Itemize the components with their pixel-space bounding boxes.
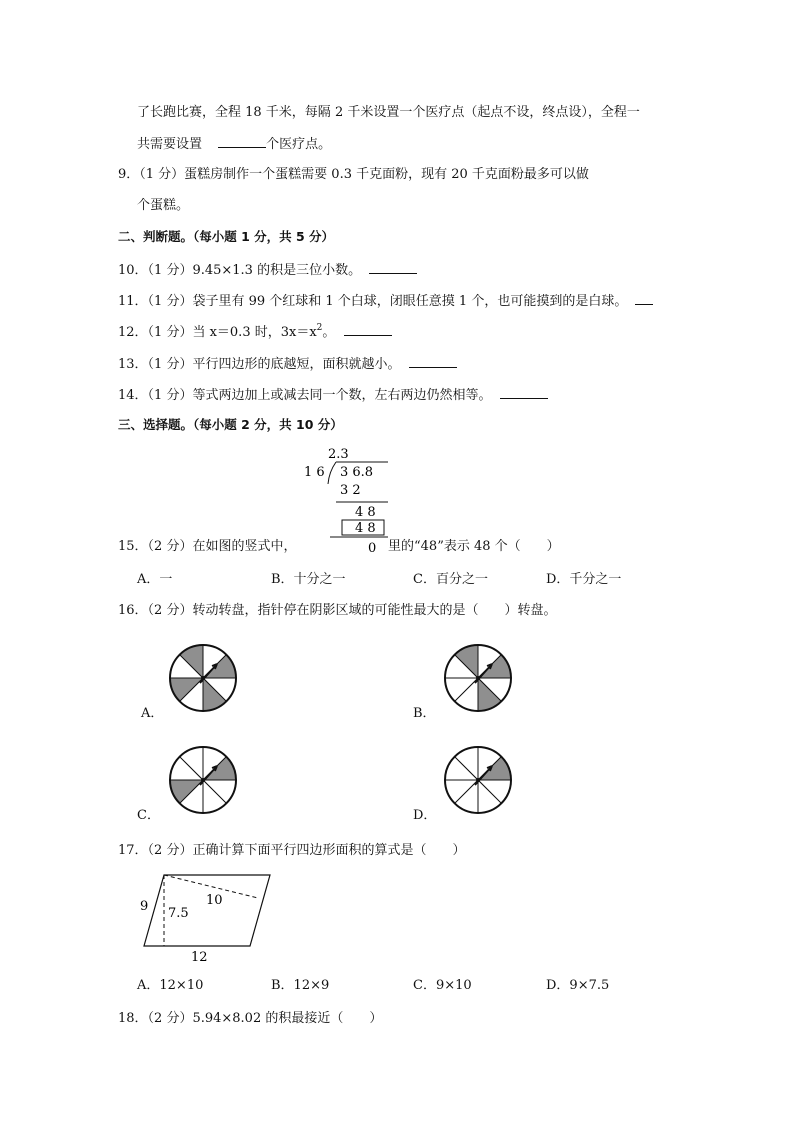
q12-text: 12．（1 分）当 x＝0.3 时，3x＝x xyxy=(118,325,317,340)
q12-text-end: 。 xyxy=(322,325,336,340)
section-2-title: 二、判断题。（每小题 1 分，共 5 分） xyxy=(118,229,335,244)
parallelogram-diag-label: 10 xyxy=(206,893,223,908)
division-dividend: 3 6.8 xyxy=(340,465,374,480)
q12-exponent: 2 xyxy=(316,323,323,333)
division-step3: 4 8 xyxy=(355,521,376,536)
spinner-b-label: B． xyxy=(413,706,436,721)
q15-option-d[interactable]: D．千分之一 xyxy=(546,572,622,587)
q17-option-a[interactable]: A．12×10 xyxy=(137,978,204,993)
q15-text-pre: 15．（2 分）在如图的竖式中， xyxy=(118,539,297,554)
spinner-hub xyxy=(201,778,205,782)
q10 xyxy=(118,260,417,280)
division-divisor: 1 6 xyxy=(304,465,325,480)
q12-answer-blank[interactable] xyxy=(344,322,392,336)
spinner-d-label: D． xyxy=(413,808,437,823)
spinner-a-label: A． xyxy=(141,706,164,721)
q10-answer-blank[interactable] xyxy=(369,260,417,274)
spinner-hub xyxy=(476,778,480,782)
q11-text: 11．（1 分）袋子里有 99 个红球和 1 个白球，闭眼任意摸 1 个，也可能摸到的是白球。 xyxy=(118,294,628,309)
division-quotient: 2.3 xyxy=(328,447,349,462)
q17-option-b[interactable]: B．12×9 xyxy=(271,978,330,993)
q8-line2-post: 个医疗点。 xyxy=(266,137,332,152)
q8-answer-blank[interactable] xyxy=(218,134,266,148)
q8-line2 xyxy=(137,134,331,154)
q9-line2: 个蛋糕。 xyxy=(137,198,190,213)
spinner-b[interactable] xyxy=(438,638,518,718)
q16-text: 16．（2 分）转动转盘，指针停在阴影区域的可能性最大的是（ ）转盘。 xyxy=(118,603,557,618)
spinner-c-label: C． xyxy=(137,808,160,823)
q9-line1: 9．（1 分）蛋糕房制作一个蛋糕需要 0.3 千克面粉，现有 20 千克面粉最多可以做 xyxy=(118,167,589,182)
q12 xyxy=(118,322,392,343)
q8-line2-pre: 共需要设置 xyxy=(137,137,203,152)
q17-option-c[interactable]: C．9×10 xyxy=(413,978,472,993)
division-remainder: 0 xyxy=(368,541,377,556)
q15-option-c[interactable]: C．百分之一 xyxy=(413,572,488,587)
q11 xyxy=(118,291,653,311)
q10-text: 10．（1 分）9.45×1.3 的积是三位小数。 xyxy=(118,263,362,278)
q17-option-d[interactable]: D．9×7.5 xyxy=(546,978,610,993)
spinner-hub xyxy=(201,676,205,680)
q14-text: 14．（1 分）等式两边加上或减去同一个数，左右两边仍然相等。 xyxy=(118,388,492,403)
q14 xyxy=(118,385,548,405)
parallelogram-height-label: 7.5 xyxy=(168,906,189,921)
q13-text: 13．（1 分）平行四边形的底越短，面积就越小。 xyxy=(118,357,401,372)
q17-text: 17．（2 分）正确计算下面平行四边形面积的算式是（ ） xyxy=(118,843,466,858)
q13 xyxy=(118,354,457,374)
q15-text-post: 里的“48”表示 48 个（ ） xyxy=(388,539,560,554)
section-3-title: 三、选择题。（每小题 2 分，共 10 分） xyxy=(118,417,343,432)
q13-answer-blank[interactable] xyxy=(409,354,457,368)
q14-answer-blank[interactable] xyxy=(500,385,548,399)
q15-option-a[interactable]: A．一 xyxy=(137,572,173,587)
division-step1: 3 2 xyxy=(340,483,361,498)
spinner-a[interactable] xyxy=(163,638,243,718)
q11-answer-blank[interactable] xyxy=(635,291,653,305)
spinner-hub xyxy=(476,676,480,680)
q18-text: 18．（2 分）5.94×8.02 的积最接近（ ） xyxy=(118,1011,383,1026)
q8-line1: 了长跑比赛，全程 18 千米，每隔 2 千米设置一个医疗点（起点不设，终点设），全程一 xyxy=(137,105,640,120)
parallelogram-figure xyxy=(134,866,304,966)
parallelogram-side-label: 9 xyxy=(140,899,149,914)
spinner-d[interactable] xyxy=(438,740,518,820)
parallelogram-base-label: 12 xyxy=(191,950,208,965)
division-step2: 4 8 xyxy=(355,505,376,520)
q15-option-b[interactable]: B．十分之一 xyxy=(271,572,346,587)
spinner-c[interactable] xyxy=(163,740,243,820)
